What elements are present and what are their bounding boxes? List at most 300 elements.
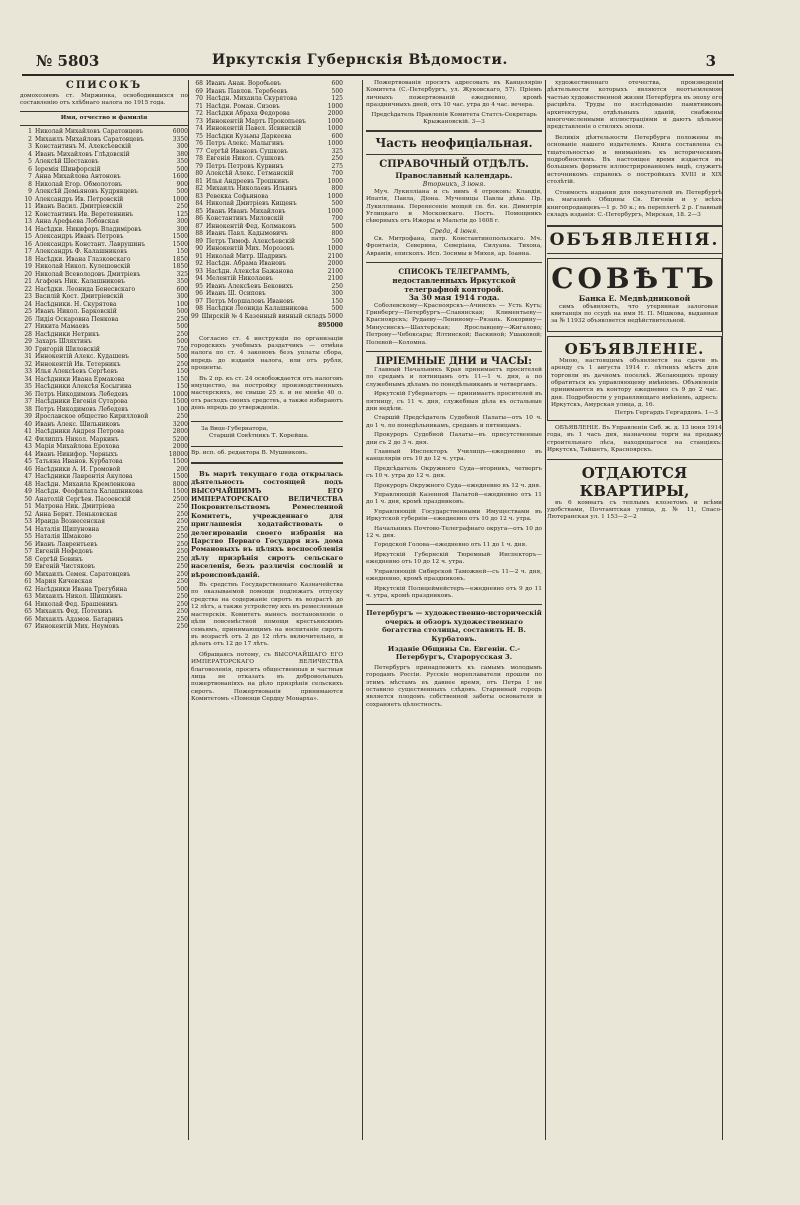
list-row <box>20 323 188 331</box>
row-amount: 900 <box>176 180 188 188</box>
total-row <box>191 322 343 330</box>
row-name: Петръ Алекс. Малыгинъ <box>206 140 284 147</box>
row-name: Михаилъ Семен. Саратовцевъ <box>35 570 131 578</box>
row-name: Иннокентій Мих. Морозовъ <box>206 245 294 252</box>
list-row <box>20 616 188 624</box>
list-row <box>20 293 188 301</box>
total-value: 895000 <box>317 322 343 329</box>
row-name: Матрона Ник. Дмитріева <box>35 503 115 511</box>
notice-text: Мною, настоящимъ объявляется на сдачи въ аренду съ 1 августа 1914 г. лѣтнихъ мѣстъ для торговли въ дачномъ поселкѣ. Желающихъ прошу обратиться къ управляющему имѣніемъ. Объявленія принимаются въ контору ежедневно съ 9 до 2 час. дня. Подробности у управляющаго имѣніемъ, адресъ: Иркутскъ, Амурская улица, д. 16. <box>551 357 718 409</box>
office-hours-item: Иркутскій Полицеймейстеръ—ежедневно отъ 9 до 11 ч. утра, кромѣ праздниковъ. <box>366 585 542 599</box>
row-name: Ревекка Софьинова <box>206 192 269 200</box>
row-number: 16 <box>24 240 32 248</box>
divider <box>547 253 722 254</box>
row-number: 37 <box>24 398 32 406</box>
divider <box>366 154 542 155</box>
telegram-heading: СПИСОКЪ ТЕЛЕГРАММЪ, недоставленныхъ Иркутской телеграфной конторой. <box>392 267 516 295</box>
divider <box>191 446 343 447</box>
row-number: 14 <box>24 225 32 233</box>
row-number: 18 <box>24 255 32 263</box>
list-row <box>20 211 188 219</box>
row-number: 22 <box>24 285 32 293</box>
row-name: Иннокентій Фед. Колмаковъ <box>206 222 297 230</box>
column-1 <box>20 80 188 631</box>
row-amount: 2800 <box>172 428 188 436</box>
table-head: Имя, отчество и фамилія <box>60 114 148 121</box>
row-amount: 150 <box>176 375 188 383</box>
row-number: 97 <box>195 297 203 305</box>
row-number: 54 <box>24 525 32 533</box>
list-row <box>191 125 343 133</box>
divider <box>366 262 542 263</box>
row-name: Татьяна Иванов. Курбатова <box>35 458 123 466</box>
row-number: 73 <box>195 117 203 125</box>
row-name: Насѣдники Андрея Петрова <box>35 428 124 436</box>
column-2 <box>191 80 343 704</box>
row-number: 72 <box>195 110 203 117</box>
row-name: Насѣдники. Н. Скурятова <box>35 300 117 308</box>
flats-heading: ОТДАЮТСЯ КВАРТИРЫ, <box>579 463 690 500</box>
row-name: Насѣдки Кузьмы Даркеева <box>206 132 292 140</box>
row-name: Николай Фед. Брашенинъ <box>35 600 118 608</box>
row-name: Александръ Иванъ Петровъ <box>35 233 124 241</box>
list-row <box>20 278 188 286</box>
list-row <box>20 496 188 504</box>
list-row <box>191 95 343 103</box>
row-name: Николай Дмитріевъ Кищенъ <box>206 200 297 207</box>
row-name: Петръ Петровъ Курвинъ <box>206 162 284 170</box>
row-number: 36 <box>24 390 32 398</box>
row-amount: 250 <box>331 282 343 290</box>
list-row <box>20 383 188 391</box>
row-amount: 325 <box>176 270 188 278</box>
list-row <box>20 181 188 189</box>
list-row <box>20 623 188 631</box>
row-number: 78 <box>195 155 203 162</box>
row-amount: 250 <box>176 578 188 586</box>
row-number: 52 <box>24 510 32 518</box>
row-number: 35 <box>24 383 32 391</box>
office-hours-item: Городской Голова—ежедневно отъ 11 до 1 ч. дня. <box>374 542 528 549</box>
list-row <box>20 376 188 384</box>
row-amount: 500 <box>176 353 188 361</box>
row-number: 83 <box>195 192 203 200</box>
row-number: 55 <box>24 533 32 541</box>
divider <box>191 462 343 464</box>
section-heading: Часть неофиціальная. <box>375 136 533 151</box>
row-name: Петръ Никодимовъ Лебедевъ <box>35 405 129 413</box>
row-number: 38 <box>24 405 32 413</box>
row-amount: 5000 <box>327 312 343 320</box>
row-number: 44 <box>24 450 32 458</box>
row-number: 91 <box>195 252 203 260</box>
row-name: Ярославское общество Кирилловой <box>35 413 149 421</box>
row-number: 32 <box>24 360 32 368</box>
office-hours-item: Прокуроръ Судебной Палаты—въ присутственные дни съ 2 до 3 ч. дня. <box>366 432 542 446</box>
row-amount: 250 <box>176 615 188 623</box>
list-row <box>20 556 188 564</box>
list-row <box>191 88 343 96</box>
row-name: Михаилъ Николаевъ Ильинъ <box>206 185 298 192</box>
row-name: Михаилъ Фед. Потехинъ <box>35 608 113 616</box>
row-amount: 250 <box>176 555 188 563</box>
row-amount: 700 <box>331 215 343 222</box>
row-number: 26 <box>24 315 32 323</box>
list-row <box>20 578 188 586</box>
hours-heading: ПРІЕМНЫЕ ДНИ и ЧАСЫ: <box>375 355 532 367</box>
column-rule <box>188 80 189 1140</box>
committee-closing: Обращаясь потому, съ ВЫСОЧАЙШАГО ЕГО ИМПЕРАТОРСКАГО ВЕЛИЧЕСТВА благоволенія, просить общественныя и частныя лица не отказать въ добровольныхъ пожертвованіяхъ на дѣло призрѣнія сельскихъ сиротъ. Пожертвованія принимаются Комитетомъ «Помощи Сердцу Монарха». <box>191 651 343 703</box>
ads-heading: ОБЪЯВЛЕНІЯ. <box>549 230 720 251</box>
row-number: 47 <box>24 473 32 481</box>
list-row <box>20 361 188 369</box>
row-amount: 250 <box>176 540 188 548</box>
row-number: 86 <box>195 215 203 222</box>
row-name: Алексѣй Шестаковъ <box>35 158 99 166</box>
list-row <box>191 155 343 163</box>
row-number: 7 <box>28 173 32 181</box>
row-number: 25 <box>24 308 32 316</box>
book-heading: Петербургъ — художественно-историческій очеркъ и обзоръ художественнаго богатства столицы, составилъ Н. В. Курбатовъ. <box>366 609 542 643</box>
row-name: Насѣдки Леонида Калашникова <box>206 305 308 312</box>
list-row <box>191 305 343 313</box>
row-amount: 125 <box>331 95 343 102</box>
hours-text: Главный Начальникъ Края принимаетъ просителей по средамъ и пятницамъ отъ 11—1 ч. дня, а по служебнымъ дѣламъ по понедѣльникамъ и четвергамъ. <box>366 366 542 388</box>
row-amount: 300 <box>331 290 343 297</box>
list-row <box>191 193 343 201</box>
bank-advert <box>547 258 722 331</box>
row-number: 9 <box>28 188 32 196</box>
list-row <box>20 226 188 234</box>
notice-heading: ОБЪЯВЛЕНІЕ. <box>564 339 705 358</box>
list-row <box>20 301 188 309</box>
masthead <box>22 52 734 76</box>
row-number: 33 <box>24 368 32 376</box>
row-name: Наталія Шмаково <box>35 533 92 541</box>
list-row <box>191 215 343 223</box>
row-name: Илья Андреевъ Трошкинъ <box>206 177 289 185</box>
row-name: Петръ Никодимовъ Лебедевъ <box>35 390 129 398</box>
price-text: Стоимость издания для покупателей въ Петербургѣ въ магазинѣ Общины Св. Евгеніи и у всѣхъ книгопродавцевъ—1 р. 50 к.; въ переплетѣ 2 р. Главный складъ изданія: С.-Петербургъ, Мирская, 18. 2—3 <box>547 189 722 218</box>
row-name: Иванъ Иванъ Михайловъ <box>206 207 286 215</box>
row-amount: 500 <box>176 165 188 173</box>
row-name: Николай Митр. Шадринъ <box>206 252 287 260</box>
row-amount: 1000 <box>327 125 343 132</box>
paragraph: Согласно ст. 4 инструкціи по организаціи городскихъ учебныхъ раздатчикъ — отмѣна налога по ст. 4 законовъ безъ уплаты сбора, впредь до изданія налога, или отъ рубля, проценты. <box>191 335 343 372</box>
row-number: 67 <box>24 623 32 631</box>
list-row <box>191 148 343 156</box>
row-amount: 700 <box>331 170 343 177</box>
row-name: Григорій Шиловскій <box>35 345 100 353</box>
row-number: 45 <box>24 458 32 466</box>
row-name: Николай Никол. Кулешовскій <box>35 263 131 271</box>
row-amount: 1500 <box>172 233 188 241</box>
list-row <box>191 223 343 231</box>
row-amount: 500 <box>331 200 343 207</box>
row-number: 75 <box>195 132 203 140</box>
row-name: Иванъ Ш. Осиповъ <box>206 290 266 297</box>
list-row <box>20 481 188 489</box>
row-name: Александръ Ив. Петровскій <box>35 195 124 203</box>
row-amount: 2000 <box>327 260 343 267</box>
row-name: Насѣдники Лаврентія Акулова <box>35 473 133 481</box>
row-amount: 500 <box>331 237 343 245</box>
row-number: 93 <box>195 267 203 275</box>
flats-text: въ 6 комнатъ съ теплымъ клозетомъ и всѣми удобствами, Почтамтская улица, д. № 11, Спасо-Лютеранская ул. 1 153—2—2 <box>547 499 722 521</box>
notice-advert <box>547 336 722 421</box>
book-publisher: Изданіе Общины Св. Евгеніи. С.-Петербургъ, Старорусская 3. <box>387 644 521 662</box>
list-row <box>191 208 343 216</box>
list-row <box>20 563 188 571</box>
row-number: 60 <box>24 570 32 578</box>
row-amount: 500 <box>331 305 343 312</box>
list-row <box>191 253 343 261</box>
row-number: 76 <box>195 140 203 147</box>
row-name: Николай Михайловъ Саратовцевъ <box>35 128 144 136</box>
list-row <box>191 170 343 178</box>
list-row <box>20 533 188 541</box>
list-row <box>191 283 343 291</box>
list-row <box>20 466 188 474</box>
row-name: Анна Арефьева Лобовская <box>35 218 120 226</box>
row-name: Анна Михайлова Антоновъ <box>35 173 121 181</box>
row-number: 21 <box>24 278 32 286</box>
bank-text: симъ объявляетъ, что утерянная залоговая квитанція по ссудѣ на имя Н. П. Мішкова, выданная за № 11932 объявляется недѣйствительной. <box>551 303 718 325</box>
list-row <box>20 143 188 151</box>
row-amount: 250 <box>176 600 188 608</box>
row-amount: 800 <box>331 230 343 237</box>
office-hours-item: Прокуроръ Окружного Суда—ежедневно въ 12 ч. дня. <box>374 482 541 489</box>
row-amount: 750 <box>176 345 188 353</box>
row-number: 95 <box>195 282 203 290</box>
row-name: Иннокентій Мих. Неумовъ <box>35 623 120 631</box>
sovet-heading: СОВѢТЪ <box>551 262 718 296</box>
vice-governor: За Вице-Губернатора, <box>201 425 269 432</box>
reference-heading: СПРАВОЧНЫЙ ОТДѢЛЪ. <box>379 159 529 171</box>
row-name: Константинъ Ив. Веретеннинъ <box>35 210 134 218</box>
list-row <box>191 313 343 321</box>
row-number: 50 <box>24 495 32 503</box>
list-row <box>20 473 188 481</box>
list-heading: СПИСОКЪ <box>65 80 143 91</box>
column-3 <box>366 80 542 709</box>
row-name: Насѣдники Ивана Ермакова <box>35 375 125 383</box>
row-name: Иванъ Павлов. Теребеевъ <box>206 87 288 95</box>
notice-signature: Петръ Гергардъ Гергардовъ. 1—3 <box>614 409 718 416</box>
row-name: Насѣдн. Михаила Скурятова <box>206 95 298 102</box>
page-number: 3 <box>705 52 716 70</box>
list-row <box>20 586 188 594</box>
committee-signature: Предсѣдатель Правленія Комитета Статсъ-Секретарь Крыжановскій. 3—3 <box>371 111 537 126</box>
donation-address: Пожертвованія просятъ адресовать въ Канцелярію Комитета (С.-Петербургъ, ул. Жуковскаго, 57). Пріемъ личныхъ пожертвованій ежедневно, кромѣ праздничныхъ дней, отъ 10 час. утра до 4 час. вечера. <box>366 80 542 109</box>
row-name: Насѣдники Алексѣя Косыгина <box>35 383 132 391</box>
row-number: 59 <box>24 563 32 571</box>
row-amount: 600 <box>331 132 343 140</box>
list-row <box>20 166 188 174</box>
row-amount: 2500 <box>172 495 188 503</box>
row-name: Насѣдн. Абрама Ивановъ <box>206 260 287 267</box>
row-name: Петръ Тимоф. Алексѣевскій <box>206 237 296 245</box>
row-number: 31 <box>24 353 32 361</box>
row-amount: 3350 <box>172 135 188 143</box>
calendar-text: Св. Митрофана, патр. Константинопольскаго. Мч. Фронтасія, Северина, Северіана, Силуана. Тихона, Аврамія, епископъ. Исп. Зосимы и Михея, ар. Іоанна. <box>366 236 542 257</box>
signature: Старшій Совѣтникъ Т. Корейша. <box>209 432 309 439</box>
list-row <box>20 188 188 196</box>
divider <box>547 225 722 227</box>
list-row <box>20 308 188 316</box>
row-amount: 2000 <box>327 110 343 117</box>
row-number: 66 <box>24 615 32 623</box>
row-number: 28 <box>24 330 32 338</box>
article-text: художественнаго отечества, произведенія дѣятельности которыхъ являются неотъемлемою частью художественной жизни Петербурга въ эпоху его расцвѣта. Труды по изслѣдованію памятниковъ архитектуры, отдѣльныхъ зданій, снабжены многочисленными иллюстраціями и даютъ цѣльное представленіе о стиляхъ эпохи. <box>547 80 722 131</box>
row-amount: 2100 <box>327 252 343 260</box>
row-amount: 1000 <box>172 195 188 203</box>
row-name: Евгеній Чистяковъ <box>35 563 95 571</box>
row-name: Иванъ Никол. Барковскій <box>35 308 117 316</box>
row-number: 48 <box>24 480 32 488</box>
row-amount: 100 <box>176 300 188 308</box>
office-hours-item: Старшій Предсѣдатель Судебной Палаты—отъ 10 ч. до 1 ч. по понедѣльникамъ, средамъ и пятницамъ. <box>366 415 542 429</box>
row-amount: 380 <box>176 150 188 158</box>
list-row <box>191 290 343 298</box>
row-amount: 250 <box>176 203 188 211</box>
row-amount: 1500 <box>172 240 188 248</box>
row-amount: 1850 <box>172 263 188 271</box>
auction-notice: ОБЪЯВЛЕНІЕ. Въ Управленіи Сиб. ж. д. 13 іюня 1914 года, въ 1 часъ дня, назначены торги на продажу строительнаго лѣса, находящагося на станціяхъ: Иркутскъ, Тайшетъ, Красноярскъ. <box>547 424 722 454</box>
list-row <box>20 593 188 601</box>
row-amount: 1500 <box>172 488 188 496</box>
list-row <box>191 260 343 268</box>
bank-name: Банка Е. Медвѣдниковой <box>578 294 691 304</box>
list-row <box>191 118 343 126</box>
column-rule <box>722 80 723 1140</box>
row-amount: 250 <box>176 518 188 526</box>
list-row <box>20 458 188 466</box>
row-amount: 275 <box>331 162 343 170</box>
list-row <box>191 80 343 88</box>
list-row <box>20 196 188 204</box>
row-name: Иванъ Алекс. Шильниковъ <box>35 420 121 428</box>
row-name: Мелентій Николаевъ <box>206 275 273 282</box>
row-name: Иванъ Михайловъ Глѣдовскій <box>35 150 130 158</box>
row-number: 34 <box>24 375 32 383</box>
list-row <box>20 136 188 144</box>
row-amount: 18000 <box>168 450 188 458</box>
committee-lead: Въ мартѣ текущаго года открылась дѣятельность состоящей подъ ВЫСОЧАЙШИМЪ ЕГО ИМПЕРАТОРСКАГО ВЕЛИЧЕСТВА Покровительствомъ Ремесленной Комитетъ, учрежденнаго для приглашенія ходатайствовать о делегированіи своего избранія на Царство Перваго Государя изъ дома Романовыхъ въ цѣляхъ воспособленія дѣлу призрѣнія сиротъ сельскаго населенія, безъ различія сословій и вѣроисповѣданій. <box>191 469 343 579</box>
row-number: 96 <box>195 290 203 297</box>
row-amount: 2000 <box>172 443 188 451</box>
row-amount: 150 <box>176 383 188 391</box>
row-name: Насѣдн. Алексѣя Бажанова <box>206 267 294 275</box>
row-amount: 1500 <box>172 473 188 481</box>
row-amount: 125 <box>176 210 188 218</box>
row-amount: 1000 <box>327 207 343 215</box>
row-name: Илья Алексѣевъ Сергѣевъ <box>35 368 118 376</box>
telegram-date: За 30 мая 1914 года. <box>408 293 500 303</box>
row-number: 41 <box>24 428 32 436</box>
list-row <box>191 200 343 208</box>
row-amount: 1000 <box>327 117 343 125</box>
office-hours-item: Начальникъ Почтово-Телеграфнаго округа—отъ 10 до 12 ч. дня. <box>366 525 542 540</box>
row-amount: 250 <box>176 608 188 616</box>
office-hours-item: Иркутскій Губернскій Тюремный Инспекторъ—ежедневно отъ 10 до 12 ч. утра. <box>366 551 542 566</box>
list-row <box>191 103 343 111</box>
list-row <box>191 178 343 186</box>
row-name: Филиппъ Никол. Маркинъ <box>35 435 119 443</box>
row-number: 80 <box>195 170 203 177</box>
list-row <box>191 245 343 253</box>
row-name: Никита Мамаевъ <box>35 323 90 331</box>
list-row <box>20 346 188 354</box>
row-number: 17 <box>24 248 32 256</box>
row-name: Иннокентій Мартъ Прокопьевъ <box>206 117 306 125</box>
list-row <box>20 263 188 271</box>
row-amount: 325 <box>331 147 343 155</box>
row-amount: 1500 <box>172 398 188 406</box>
row-number: 87 <box>195 222 203 230</box>
row-name: Александръ Констант. Лаврушинъ <box>35 240 146 248</box>
row-amount: 1000 <box>327 102 343 110</box>
divider <box>366 604 542 605</box>
row-amount: 150 <box>176 248 188 256</box>
list-row <box>20 443 188 451</box>
list-row <box>20 511 188 519</box>
paragraph: Въ 2 пр. къ ст. 24 освобождается отъ налоговъ имущество, на постройку производственныхъ мастерскихъ, не свыше 25 л. и не менѣе 40 л. отъ расходъ своихъ средствъ, а также избираютъ день впредь до утвержденія. <box>191 375 343 412</box>
row-amount: 1000 <box>327 140 343 147</box>
row-number: 8 <box>28 180 32 188</box>
row-number: 68 <box>195 80 203 87</box>
row-name: Ираида Вознесенская <box>35 518 106 526</box>
row-number: 64 <box>24 600 32 608</box>
calendar-day: Вторникъ, 3 іюня. <box>422 180 486 188</box>
office-hours-list <box>366 391 542 600</box>
list-row <box>20 286 188 294</box>
row-amount: 250 <box>176 570 188 578</box>
row-number: 65 <box>24 608 32 616</box>
row-amount: 250 <box>176 563 188 571</box>
row-amount: 1000 <box>327 192 343 200</box>
row-number: 1 <box>28 128 32 136</box>
list-row <box>20 353 188 361</box>
row-number: 49 <box>24 488 32 496</box>
row-name: Марія Михайлова Ерохова <box>35 443 120 451</box>
row-amount: 250 <box>176 510 188 518</box>
row-number: 2 <box>28 135 32 143</box>
list-row <box>20 158 188 166</box>
row-number: 94 <box>195 275 203 282</box>
list-row <box>20 256 188 264</box>
list-row <box>20 248 188 256</box>
row-number: 62 <box>24 585 32 593</box>
row-number: 39 <box>24 413 32 421</box>
row-name: Агафонъ Ник. Калашниковъ <box>35 278 125 286</box>
divider <box>191 421 343 422</box>
row-number: 56 <box>24 540 32 548</box>
row-name: Иванъ Алексѣевъ Бековихъ <box>206 282 294 290</box>
row-number: 13 <box>24 218 32 226</box>
row-name: Иванъ Никифор. Черныхъ <box>35 450 118 458</box>
list-row <box>20 503 188 511</box>
row-name: Михаилъ Михайловъ Саратовцевъ <box>35 135 144 143</box>
list-row <box>20 203 188 211</box>
row-name: Іеремія Шинфорскій <box>35 165 101 173</box>
list-row <box>191 238 343 246</box>
row-number: 74 <box>195 125 203 132</box>
article-text: Великія дѣятельности Петербурга положены въ основаніе нашего издателемъ. Книга составлена съ тщательностью и вниманіемъ къ историческимъ подробностямъ. Въ настоящее время издается въ большемъ формате иллюстрированномъ видѣ, служитъ источникомъ справокъ о постройкахъ XVIII и XIX столѣтій. <box>547 134 722 186</box>
row-name: Евгенія Никол. Сушковъ <box>206 155 285 162</box>
row-name: Сергѣй Бовинъ <box>35 555 83 563</box>
list-row <box>20 128 188 136</box>
